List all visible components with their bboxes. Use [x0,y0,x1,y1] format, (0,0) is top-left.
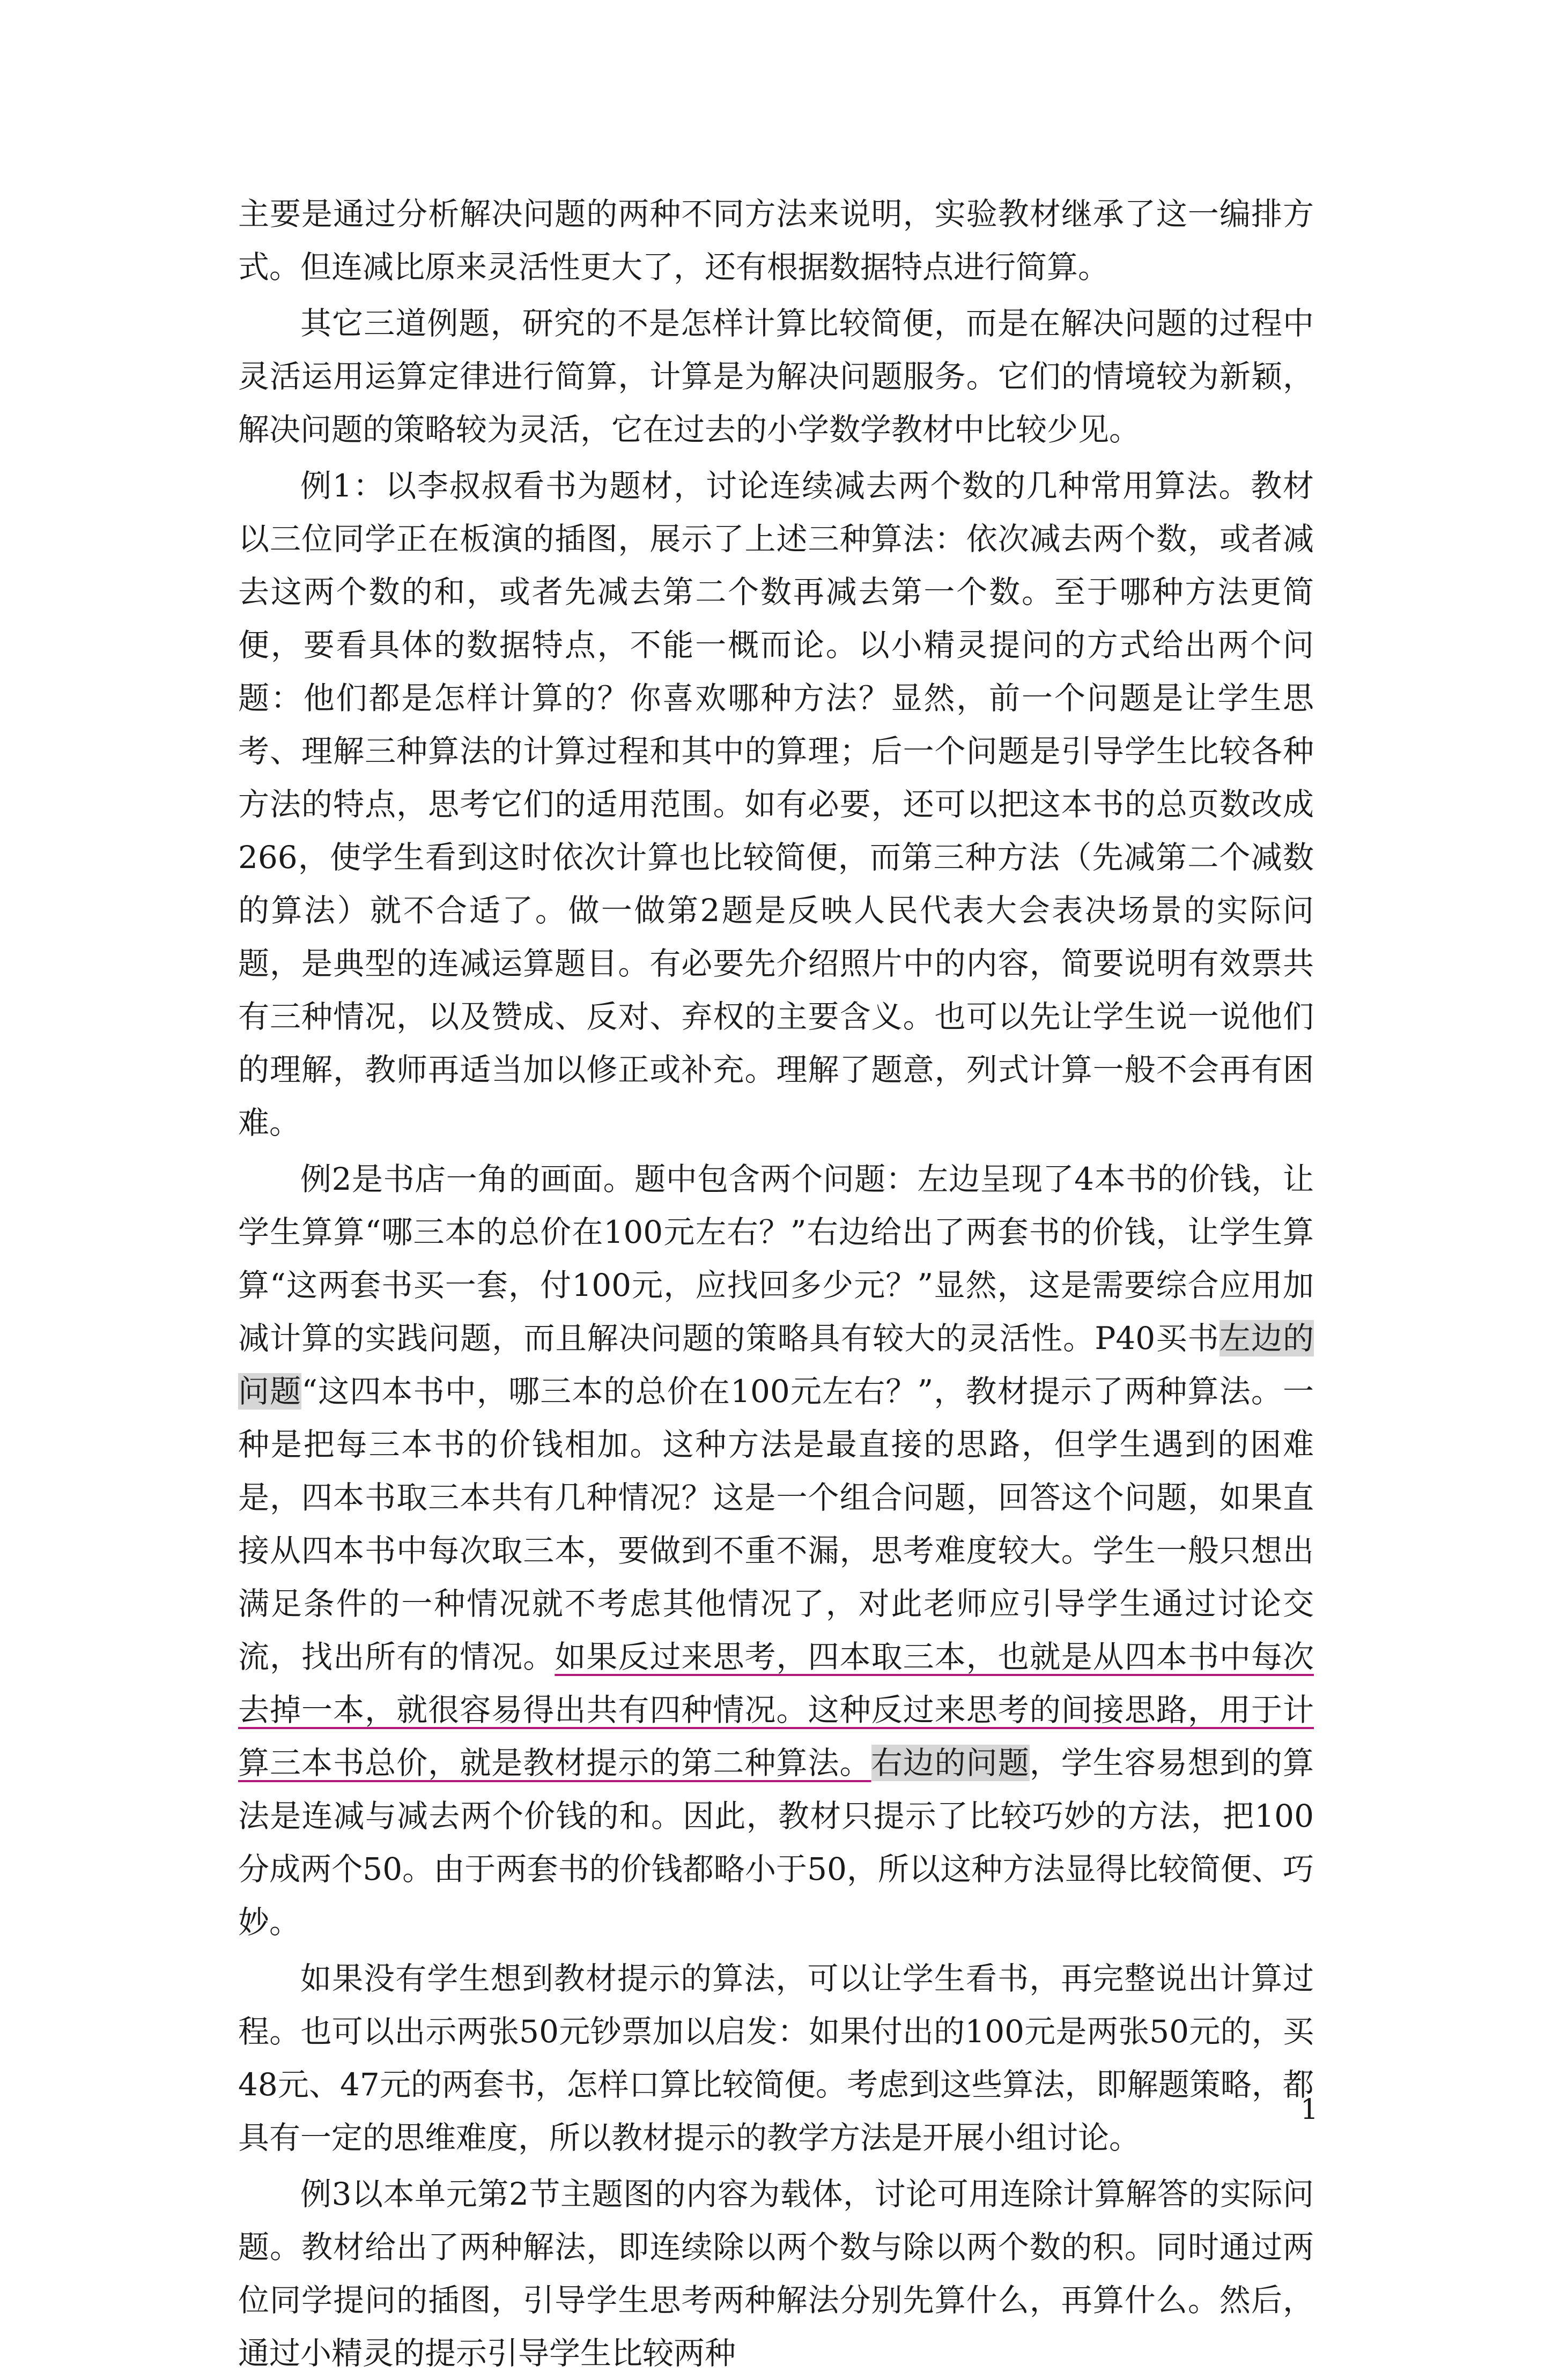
paragraph-1: 主要是通过分析解决问题的两种不同方法来说明，实验教材继承了这一编排方式。但连减比原来灵活性更大了，还有根据数据特点进行简算。 [238,196,1314,285]
document-body [238,188,1314,2380]
page-number: 1 [1300,2094,1318,2126]
highlight-left-question: 左边的问题 [238,1320,1314,1410]
highlight-right-question: 右边的问题 [871,1745,1030,1781]
paragraph-6: 例3以本单元第2节主题图的内容为载体，讨论可用连除计算解答的实际问题。教材给出了两种解法，即连续除以两个数与除以两个数的积。同时通过两位同学提问的插图，引导学生思考两种解法分别先算什么，再算什么。然后，通过小精灵的提示引导学生比较两种 [238,2176,1314,2371]
paragraph-2: 其它三道例题，研究的不是怎样计算比较简便，而是在解决问题的过程中灵活运用运算定律进行简算，计算是为解决问题服务。它们的情境较为新颖，解决问题的策略较为灵活，它在过去的小学数学教材中比较少见。 [238,305,1314,448]
paragraph-4 [238,1153,1314,1949]
paragraph-4-part-b: “这四本书中，哪三本的总价在100元左右？”，教材提示了两种算法。一种是把每三本书的价钱相加。这种方法是最直接的思路，但学生遇到的困难是，四本书取三本共有几种情况？这是一个组合问题，回答这个问题，如果直接从四本书中每次取三本，要做到不重不漏，思考难度较大。学生一般只想出满足条件的一种情况就不考虑其他情况了，对此老师应引导学生通过讨论交流，找出所有的情况。 [238,1373,1314,1675]
underlined-passage: 如果反过来思考，四本取三本，也就是从四本书中每次去掉一本，就很容易得出共有四种情况。这种反过来思考的间接思路，用于计算三本书总价，就是教材提示的第二种算法。 [238,1638,1314,1781]
paragraph-4-part-c: ，学生容易想到的算法是连减与减去两个价钱的和。因此，教材只提示了比较巧妙的方法，把100分成两个50。由于两套书的价钱都略小于50，所以这种方法显得比较简便、巧妙。 [238,1745,1314,1940]
paragraph-4-part-a: 例2是书店一角的画面。题中包含两个问题：左边呈现了4本书的价钱，让学生算算“哪三本的总价在100元左右？”右边给出了两套书的价钱，让学生算算“这两套书买一套，付100元，应找回多少元？”显然，这是需要综合应用加减计算的实践问题，而且解决问题的策略具有较大的灵活性。P40买书 [238,1161,1314,1356]
paragraph-5: 如果没有学生想到教材提示的算法，可以让学生看书，再完整说出计算过程。也可以出示两张50元钞票加以启发：如果付出的100元是两张50元的，买48元、47元的两套书，怎样口算比较简便。考虑到这些算法，即解题策略，都具有一定的思维难度，所以教材提示的教学方法是开展小组讨论。 [238,1960,1314,2156]
paragraph-3: 例1：以李叔叔看书为题材，讨论连续减去两个数的几种常用算法。教材以三位同学正在板演的插图，展示了上述三种算法：依次减去两个数，或者减去这两个数的和，或者先减去第二个数再减去第一个数。至于哪种方法更简便，要看具体的数据特点，不能一概而论。以小精灵提问的方式给出两个问题：他们都是怎样计算的？你喜欢哪种方法？显然，前一个问题是让学生思考、理解三种算法的计算过程和其中的算理；后一个问题是引导学生比较各种方法的特点，思考它们的适用范围。如有必要，还可以把这本书的总页数改成266，使学生看到这时依次计算也比较简便，而第三种方法（先减第二个减数的算法）就不合适了。做一做第2题是反映人民代表大会表决场景的实际问题，是典型的连减运算题目。有必要先介绍照片中的内容，简要说明有效票共有三种情况，以及赞成、反对、弃权的主要含义。也可以先让学生说一说他们的理解，教师再适当加以修正或补充。理解了题意，列式计算一般不会再有困难。 [238,468,1314,1141]
